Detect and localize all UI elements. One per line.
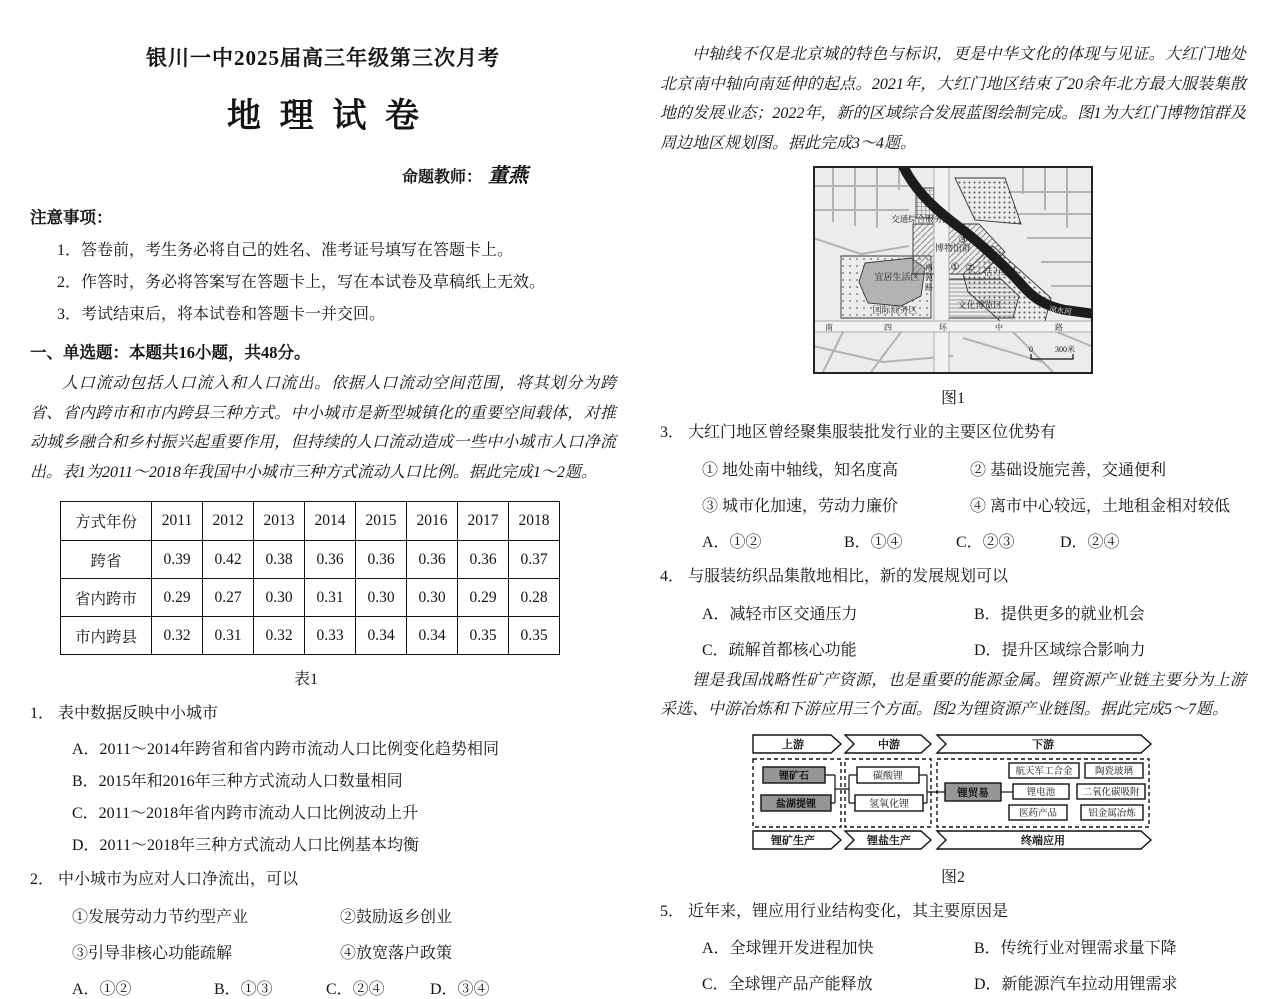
planning-map <box>813 166 1093 374</box>
banner-label: 终端应用 <box>1021 834 1065 847</box>
figure-1-caption: 图1 <box>940 390 965 408</box>
row-label: 市内跨县 <box>61 617 152 655</box>
svg-text:中: 中 <box>995 323 1003 333</box>
table-cell: 0.36 <box>458 541 509 579</box>
school-title: 银川一中2025届高三年级第三次月考 <box>146 46 500 70</box>
table-cell: 0.34 <box>407 617 458 655</box>
svg-text:300米: 300米 <box>1055 345 1075 355</box>
option-a: A．2011～2014年跨省和省内跨市流动人口比例变化趋势相同 <box>72 740 499 758</box>
table-caption: 表1 <box>293 671 318 689</box>
ore-label: 锂矿石 <box>779 770 809 782</box>
table-1 <box>60 501 560 655</box>
banner-label: 下游 <box>1032 738 1054 751</box>
table-cell: 0.35 <box>458 617 509 655</box>
table-cell: 0.31 <box>203 617 254 655</box>
table-cell: 0.33 <box>305 617 356 655</box>
item-1: ① 地处南中轴线，知名度高 <box>702 461 899 479</box>
question-stem: 表中数据反映中小城市 <box>58 705 219 723</box>
table-cell: 0.36 <box>305 541 356 579</box>
table-header-cell: 2014 <box>305 502 356 541</box>
co2-label: 二氧化碳吸附 <box>1082 787 1140 798</box>
table-cell: 0.32 <box>254 617 305 655</box>
table-header-cell: 2013 <box>254 502 305 541</box>
banner-label: 锂矿生产 <box>771 834 815 847</box>
answer-d: D．③④ <box>430 980 490 998</box>
left-column <box>30 26 616 999</box>
banner-label: 上游 <box>782 738 804 751</box>
svg-text:苑: 苑 <box>925 273 933 283</box>
brine-label: 盐湖提锂 <box>776 798 816 810</box>
item-3: ③ 城市化加速，劳动力廉价 <box>702 497 899 515</box>
river-label: 凉水河 <box>1048 304 1073 317</box>
item-2: ② 基础设施完善，交通便利 <box>970 461 1167 479</box>
table-header-cell: 2015 <box>356 502 407 541</box>
svg-text:四: 四 <box>884 323 892 333</box>
table-cell: 0.31 <box>305 579 356 617</box>
figure-2 <box>660 733 1246 887</box>
question-2 <box>30 867 616 999</box>
table-cell: 0.39 <box>152 541 203 579</box>
table-cell: 0.36 <box>356 541 407 579</box>
table-header-cell: 方式年份 <box>61 502 152 541</box>
passage-zhongzhouxian: 中轴线不仅是北京城的特色与标识，更是中华文化的体现与见证。大红门地处北京南中轴向南延伸的起点。2021年，大红门地区结束了20余年北方最大服装集散地的发展业态；2022年，新的区域综合发展蓝图绘制完成。图1为大红门博物馆群及周边地区规划图。据此完成3～4题。 <box>660 46 1246 152</box>
answer-c: C．②④ <box>326 980 385 998</box>
table-cell: 0.30 <box>356 579 407 617</box>
question-5 <box>660 899 1246 995</box>
question-number: 1． <box>30 705 55 723</box>
item-4: ④ 离市中心较远，土地租金相对较低 <box>970 497 1231 515</box>
culture-label: 文化博览区 <box>957 300 1003 311</box>
mark-3: ③ <box>958 235 968 247</box>
answer-d: D．②④ <box>1060 533 1120 551</box>
transport-label: 交通综合服务区 <box>891 214 951 225</box>
option-b: B．传统行业对锂需求量下降 <box>974 940 1177 958</box>
answer-a: A．①② <box>72 980 132 998</box>
mark-2: ② <box>965 263 975 275</box>
table-header-cell: 2018 <box>509 502 560 541</box>
table-cell: 0.35 <box>509 617 560 655</box>
table-header-row <box>61 502 560 541</box>
question-stem: 与服装纺织品集散地相比，新的发展规划可以 <box>688 567 1009 585</box>
svg-text:路: 路 <box>925 283 933 293</box>
option-d: D．2011～2018年三种方式流动人口比例基本均衡 <box>72 836 419 854</box>
table-cell: 0.34 <box>356 617 407 655</box>
row-label: 省内跨市 <box>61 579 152 617</box>
option-d: D．新能源汽车拉动用锂需求 <box>974 976 1178 994</box>
living-label: 宜居生活区 <box>874 272 920 283</box>
option-a: A．全球锂开发进程加快 <box>702 940 874 958</box>
option-b: B．2015年和2016年三种方式流动人口数量相同 <box>72 772 403 790</box>
south-4th-ring-road <box>813 321 1093 332</box>
question-number: 3． <box>660 424 685 442</box>
svg-text:路: 路 <box>1055 323 1063 333</box>
svg-text:0: 0 <box>1029 345 1033 355</box>
business-label: 国际商务区 <box>872 305 918 316</box>
answer-c: C．②③ <box>956 533 1015 551</box>
notice-item-2: 2．作答时，务必将答案写在答题卡上，写在本试卷及草稿纸上无效。 <box>57 274 546 291</box>
table-cell: 0.27 <box>203 579 254 617</box>
green-label: 活力绿心 <box>983 267 1019 278</box>
answer-b: B．①④ <box>844 533 903 551</box>
nanyuan-road-label <box>925 262 933 292</box>
notice-title: 注意事项： <box>30 209 113 227</box>
item-2: ②鼓励返乡创业 <box>340 908 453 926</box>
ceramic-label: 陶瓷玻璃 <box>1094 766 1134 777</box>
table-cell: 0.28 <box>509 579 560 617</box>
passage-population: 人口流动包括人口流入和人口流出。依据人口流动空间范围，将其划分为跨省、省内跨市和市内跨县三种方式。中小城市是新型城镇化的重要空间载体，对推动城乡融合和乡村振兴起重要作用，但持续的人口流动造成一些中小城市人口净流出。表1为2011～2018年我国中小城市三种方式流动人口比例。据此完成1～2题。 <box>30 375 616 481</box>
item-3: ③引导非核心功能疏解 <box>72 944 233 962</box>
teacher-label: 命题教师： <box>401 169 482 186</box>
aluminum-label: 铝金属冶炼 <box>1088 808 1136 819</box>
question-number: 2． <box>30 870 55 888</box>
banner-label: 中游 <box>878 738 900 751</box>
question-4 <box>660 564 1246 660</box>
option-c: C．2011～2018年省内跨市流动人口比例波动上升 <box>72 804 419 822</box>
table-row <box>61 579 560 617</box>
teacher-name: 董燕 <box>488 165 528 187</box>
svg-text:环: 环 <box>939 323 947 333</box>
subject-title: 地理试卷 <box>226 98 438 135</box>
museum-label: 博物馆群 <box>934 243 972 254</box>
trade-label: 锂贸易 <box>957 787 989 799</box>
table-cell: 0.36 <box>407 541 458 579</box>
figure-2-caption: 图2 <box>940 868 965 886</box>
nanyuan-road <box>934 166 949 374</box>
svg-text:南: 南 <box>925 263 933 273</box>
table-header-cell: 2011 <box>152 502 203 541</box>
pharma-label: 医药产品 <box>1018 808 1058 819</box>
question-3 <box>660 420 1246 552</box>
table-cell: 0.32 <box>152 617 203 655</box>
option-d: D．提升区域综合影响力 <box>974 641 1146 659</box>
item-1: ①发展劳动力节约型产业 <box>72 908 249 926</box>
question-stem: 中小城市为应对人口净流出，可以 <box>58 870 299 888</box>
table-cell: 0.29 <box>458 579 509 617</box>
option-a: A．减轻市区交通压力 <box>702 605 858 623</box>
table-row <box>61 617 560 655</box>
table-header-cell: 2012 <box>203 502 254 541</box>
passage-lithium: 锂是我国战略性矿产资源，也是重要的能源金属。锂资源产业链主要分为上游采选、中游冶炼和下游应用三个方面。图2为锂资源产业链图。据此完成5～7题。 <box>660 671 1246 719</box>
carbonate-label: 碳酸锂 <box>873 770 903 782</box>
table-cell: 0.30 <box>407 579 458 617</box>
figure-1 <box>660 166 1246 408</box>
lithium-chain-diagram <box>751 733 1155 853</box>
svg-text:南: 南 <box>825 323 833 333</box>
notice-item-3: 3．考试结束后，将本试卷和答题卡一并交回。 <box>57 306 386 323</box>
table-cell: 0.30 <box>254 579 305 617</box>
question-number: 4． <box>660 567 685 585</box>
question-1 <box>30 701 616 855</box>
item-4: ④放宽落户政策 <box>340 944 453 962</box>
teacher-line <box>30 159 616 188</box>
question-stem: 大红门地区曾经聚集服装批发行业的主要区位优势有 <box>688 424 1057 442</box>
table-cell: 0.29 <box>152 579 203 617</box>
option-c: C．全球锂产品产能释放 <box>702 976 873 994</box>
table-cell: 0.42 <box>203 541 254 579</box>
hydroxide-label: 氢氧化锂 <box>869 798 909 810</box>
table-cell: 0.37 <box>509 541 560 579</box>
section-title: 一、单选题：本题共16小题，共48分。 <box>30 343 311 362</box>
banner-label: 锂盐生产 <box>867 834 911 847</box>
row-label: 跨省 <box>61 541 152 579</box>
notice-item-1: 1．答卷前，考生务必将自己的姓名、准考证号填写在答题卡上。 <box>57 242 514 259</box>
option-b: B．提供更多的就业机会 <box>974 605 1145 623</box>
answer-a: A．①② <box>702 533 762 551</box>
mark-1: ① <box>950 262 960 274</box>
option-c: C．疏解首都核心功能 <box>702 641 857 659</box>
question-number: 5． <box>660 902 685 920</box>
right-column <box>660 26 1246 999</box>
question-stem: 近年来，锂应用行业结构变化，其主要原因是 <box>688 902 1009 920</box>
answer-b: B．①③ <box>214 980 273 998</box>
table-header-cell: 2016 <box>407 502 458 541</box>
aerospace-label: 航天军工合金 <box>1015 766 1073 777</box>
battery-label: 锂电池 <box>1026 787 1056 798</box>
table-row <box>61 541 560 579</box>
table-header-cell: 2017 <box>458 502 509 541</box>
table-cell: 0.38 <box>254 541 305 579</box>
